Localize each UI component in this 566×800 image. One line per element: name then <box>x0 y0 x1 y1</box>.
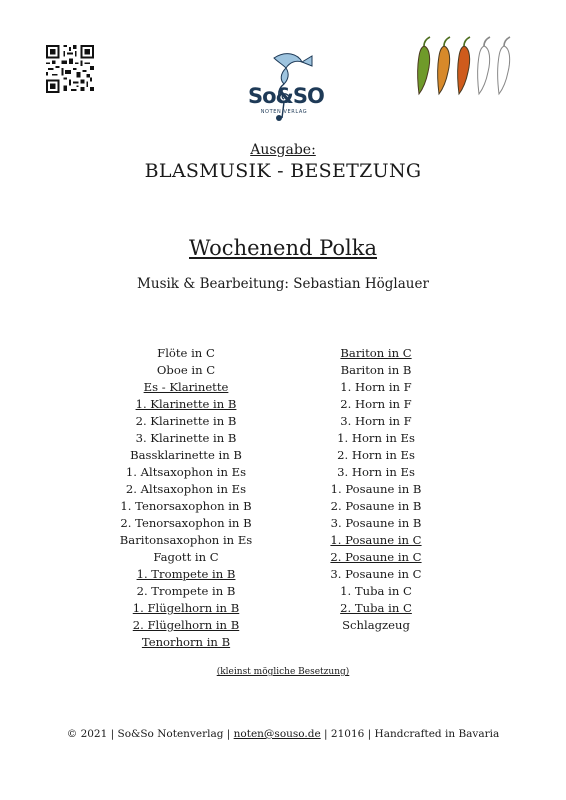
difficulty-rating <box>414 34 524 96</box>
instrument-item: Bariton in B <box>340 363 412 377</box>
instrument-item: 1. Horn in Es <box>337 431 415 445</box>
instrument-item: Bassklarinette in B <box>130 448 242 462</box>
instrument-item: 2. Flügelhorn in B <box>132 618 240 632</box>
instrument-item: 1. Posaune in B <box>330 482 422 496</box>
footer <box>0 728 566 740</box>
footer-email-link[interactable]: noten@souso.de <box>233 728 321 740</box>
instrument-item: 2. Posaune in C <box>330 550 422 564</box>
footer-info: | 21016 | Handcrafted in Bavaria <box>320 728 500 740</box>
instrument-item: 3. Horn in F <box>340 414 412 428</box>
logo-subtitle: NOTEN VERLAG <box>260 109 308 115</box>
footer-copyright: © 2021 | So&So Notenverlag | <box>66 728 234 740</box>
instrument-item: 3. Posaune in B <box>330 516 422 530</box>
edition-label: Ausgabe: <box>250 142 316 158</box>
qr-code-icon <box>46 45 94 93</box>
chili-pepper-icon <box>478 37 490 94</box>
instrument-item: Bariton in C <box>340 346 412 360</box>
instrument-item: 1. Tuba in C <box>340 584 412 598</box>
instrument-item: Schlagzeug <box>342 618 410 632</box>
instrument-item: Flöte in C <box>157 346 215 360</box>
instrument-item: 2. Klarinette in B <box>135 414 237 428</box>
instrument-item: Baritonsaxophon in Es <box>119 533 253 547</box>
instrument-item: Es - Klarinette <box>143 380 229 394</box>
instrument-item: 2. Trompete in B <box>136 584 236 598</box>
instrument-item: Fagott in C <box>153 550 219 564</box>
minimum-instrumentation-note: (kleinst mögliche Besetzung) <box>216 667 350 677</box>
instrument-item: 1. Flügelhorn in B <box>132 601 240 615</box>
chili-pepper-icon <box>458 37 470 94</box>
instrument-list-right <box>276 345 476 634</box>
logo-wordmark: So&SO <box>248 84 324 108</box>
chili-pepper-icon <box>498 37 510 94</box>
instrument-item: 1. Horn in F <box>340 380 412 394</box>
instrument-item: 2. Tenorsaxophon in B <box>120 516 252 530</box>
instrument-list-left <box>86 345 286 651</box>
instrument-item: 1. Tenorsaxophon in B <box>120 499 252 513</box>
instrument-item: 2. Horn in F <box>340 397 412 411</box>
instrument-item: 3. Posaune in C <box>330 567 422 581</box>
piece-credits: Musik & Bearbeitung: Sebastian Höglauer <box>137 276 429 292</box>
instrument-item: 1. Trompete in B <box>136 567 236 581</box>
instrument-item: Tenorhorn in B <box>141 635 231 649</box>
chili-pepper-icon <box>438 37 450 94</box>
instrument-item: 3. Horn in Es <box>337 465 415 479</box>
instrument-item: 2. Tuba in C <box>340 601 412 615</box>
instrument-item: 2. Altsaxophon in Es <box>125 482 247 496</box>
instrument-item: 1. Klarinette in B <box>135 397 237 411</box>
instrument-item: 3. Klarinette in B <box>135 431 237 445</box>
instrument-item: 1. Posaune in C <box>330 533 422 547</box>
instrument-item: 2. Horn in Es <box>337 448 415 462</box>
chili-pepper-icon <box>418 37 430 94</box>
edition-title: BLASMUSIK - BESETZUNG <box>144 160 422 182</box>
instrument-item: Oboe in C <box>156 363 216 377</box>
piece-title: Wochenend Polka <box>189 236 377 260</box>
instrument-item: 1. Altsaxophon in Es <box>125 465 247 479</box>
instrument-item: 2. Posaune in B <box>330 499 422 513</box>
